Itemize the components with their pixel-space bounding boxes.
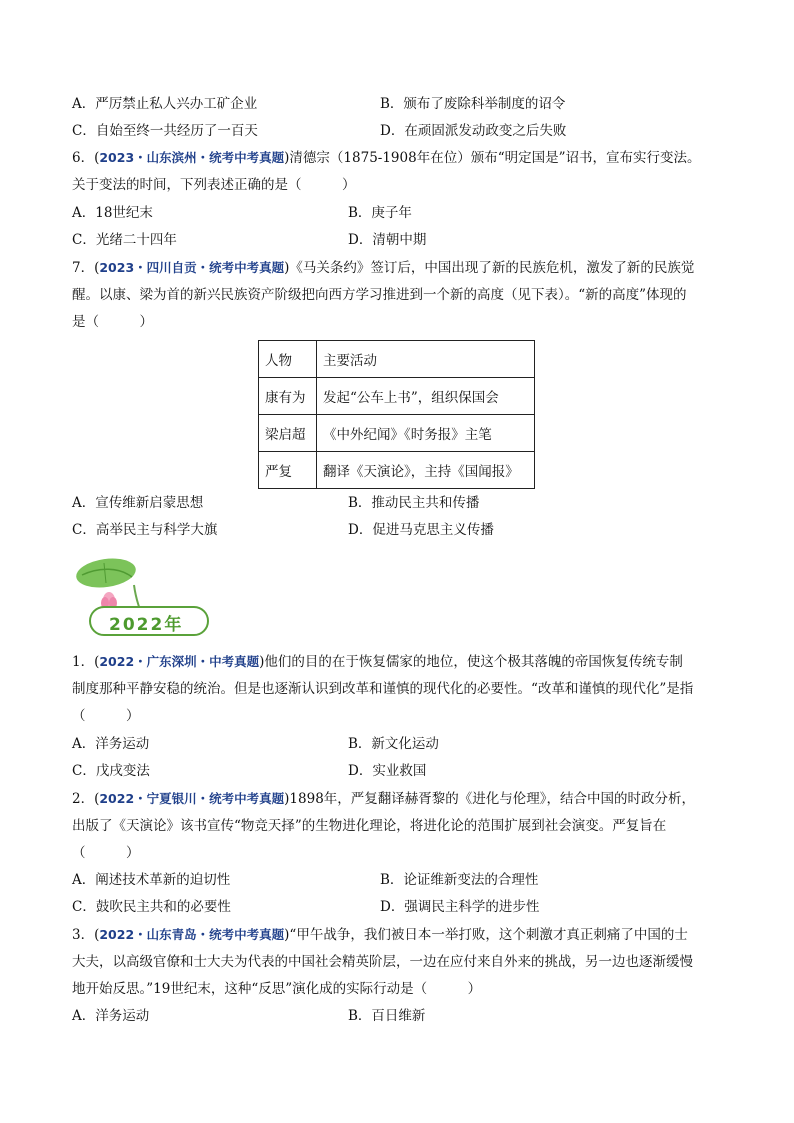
q7-option-a[interactable]: A．宣传维新启蒙思想 [72,495,204,511]
q6-option-a[interactable]: A．18世纪末 [72,205,153,221]
question-6-source: 2023・山东滨州・统考中考真题 [99,150,285,165]
q6-option-c[interactable]: C．光绪二十四年 [72,232,177,248]
q7-option-d[interactable]: D．促进马克思主义传播 [348,522,494,538]
table-row [259,452,535,489]
table-cell: 严复 [259,452,317,489]
table-row [259,378,535,415]
table-row [259,415,535,452]
question-2-source: 2022・宁夏银川・统考中考真题 [99,791,285,806]
q6-option-d[interactable]: D．清朝中期 [348,232,427,248]
q6-option-b[interactable]: B．庚子年 [348,205,412,221]
q3-option-a[interactable]: A．洋务运动 [72,1008,150,1024]
question-7-line-3: 是（ ） [72,314,153,330]
q1-option-d[interactable]: D．实业救国 [348,763,427,779]
q3-option-b[interactable]: B．百日维新 [348,1008,426,1024]
table-cell: 主要活动 [317,341,535,378]
table-cell: 人物 [259,341,317,378]
q2-option-a[interactable]: A．阐述技术革新的迫切性 [72,872,231,888]
question-1-line-3: （ ） [72,708,140,724]
question-2-line-1: 2．(2022・宁夏银川・统考中考真题)1898年，严复翻译赫胥黎的《进化与伦理》，结合中国的时政分析， [72,791,696,807]
q2-option-c[interactable]: C．鼓吹民主共和的必要性 [72,899,231,915]
option-a[interactable]: A．严厉禁止私人兴办工矿企业 [72,96,258,112]
option-d[interactable]: D．在顽固派发动政变之后失败 [380,123,567,139]
table-cell: 发起“公车上书”，组织保国会 [317,378,535,415]
q7-option-b[interactable]: B．推动民主共和传播 [348,495,480,511]
table-cell: 《中外纪闻》《时务报》主笔 [317,415,535,452]
reform-figures-table [258,340,535,489]
question-7-source: 2023・四川自贡・统考中考真题 [99,260,285,275]
q1-option-c[interactable]: C．戊戌变法 [72,763,150,779]
question-6-line-2: 关于变法的时间，下列表述正确的是（ ） [72,177,356,193]
q2-option-b[interactable]: B．论证维新变法的合理性 [380,872,539,888]
question-7-line-2: 醒。以康、梁为首的新兴民族资产阶级把向西方学习推进到一个新的高度（见下表）。“新的高度”体现的 [72,287,687,303]
q2-option-d[interactable]: D．强调民主科学的进步性 [380,899,540,915]
option-c[interactable]: C．自始至终一共经历了一百天 [72,123,258,139]
table-cell: 翻译《天演论》，主持《国闻报》 [317,452,535,489]
question-3-line-1: 3．(2022・山东青岛・统考中考真题)“甲午战争，我们被日本一举打败，这个刺激才真正刺痛了中国的士 [72,927,688,943]
question-2-line-3: （ ） [72,845,140,861]
option-b[interactable]: B．颁布了废除科举制度的诏令 [380,96,566,112]
question-1-line-1: 1．(2022・广东深圳・中考真题)他们的目的在于恢复儒家的地位，使这个极其落魄的帝国恢复传统专制 [72,654,683,670]
question-6-line-1: 6．(2023・山东滨州・统考中考真题)清德宗（1875-1908年在位）颁布“明定国是”诏书，宣布实行变法。 [72,150,701,166]
q1-option-a[interactable]: A．洋务运动 [72,736,150,752]
question-3-line-2: 大夫，以高级官僚和士大夫为代表的中国社会精英阶层，一边在应付来自外来的挑战，另一边也逐渐缓慢 [72,954,693,970]
year-label: 2022年 [109,615,184,635]
q1-option-b[interactable]: B．新文化运动 [348,736,439,752]
table-cell: 梁启超 [259,415,317,452]
question-3-source: 2022・山东青岛・统考中考真题 [99,927,285,942]
question-2-line-2: 出版了《天演论》该书宣传“物竞天择”的生物进化理论，将进化论的范围扩展到社会演变。严复旨在 [72,818,667,834]
q7-option-c[interactable]: C．高举民主与科学大旗 [72,522,218,538]
question-1-source: 2022・广东深圳・中考真题 [99,654,260,669]
question-7-line-1: 7．(2023・四川自贡・统考中考真题)《马关条约》签订后，中国出现了新的民族危机，激发了新的民族觉 [72,260,695,276]
question-3-line-3: 地开始反思。”19世纪末，这种“反思”演化成的实际行动是（ ） [72,981,482,997]
table-header-row [259,341,535,378]
question-1-line-2: 制度那种平静安稳的统治。但是也逐渐认识到改革和谨慎的现代化的必要性。“改革和谨慎的现代化”是指 [72,681,694,697]
table-cell: 康有为 [259,378,317,415]
